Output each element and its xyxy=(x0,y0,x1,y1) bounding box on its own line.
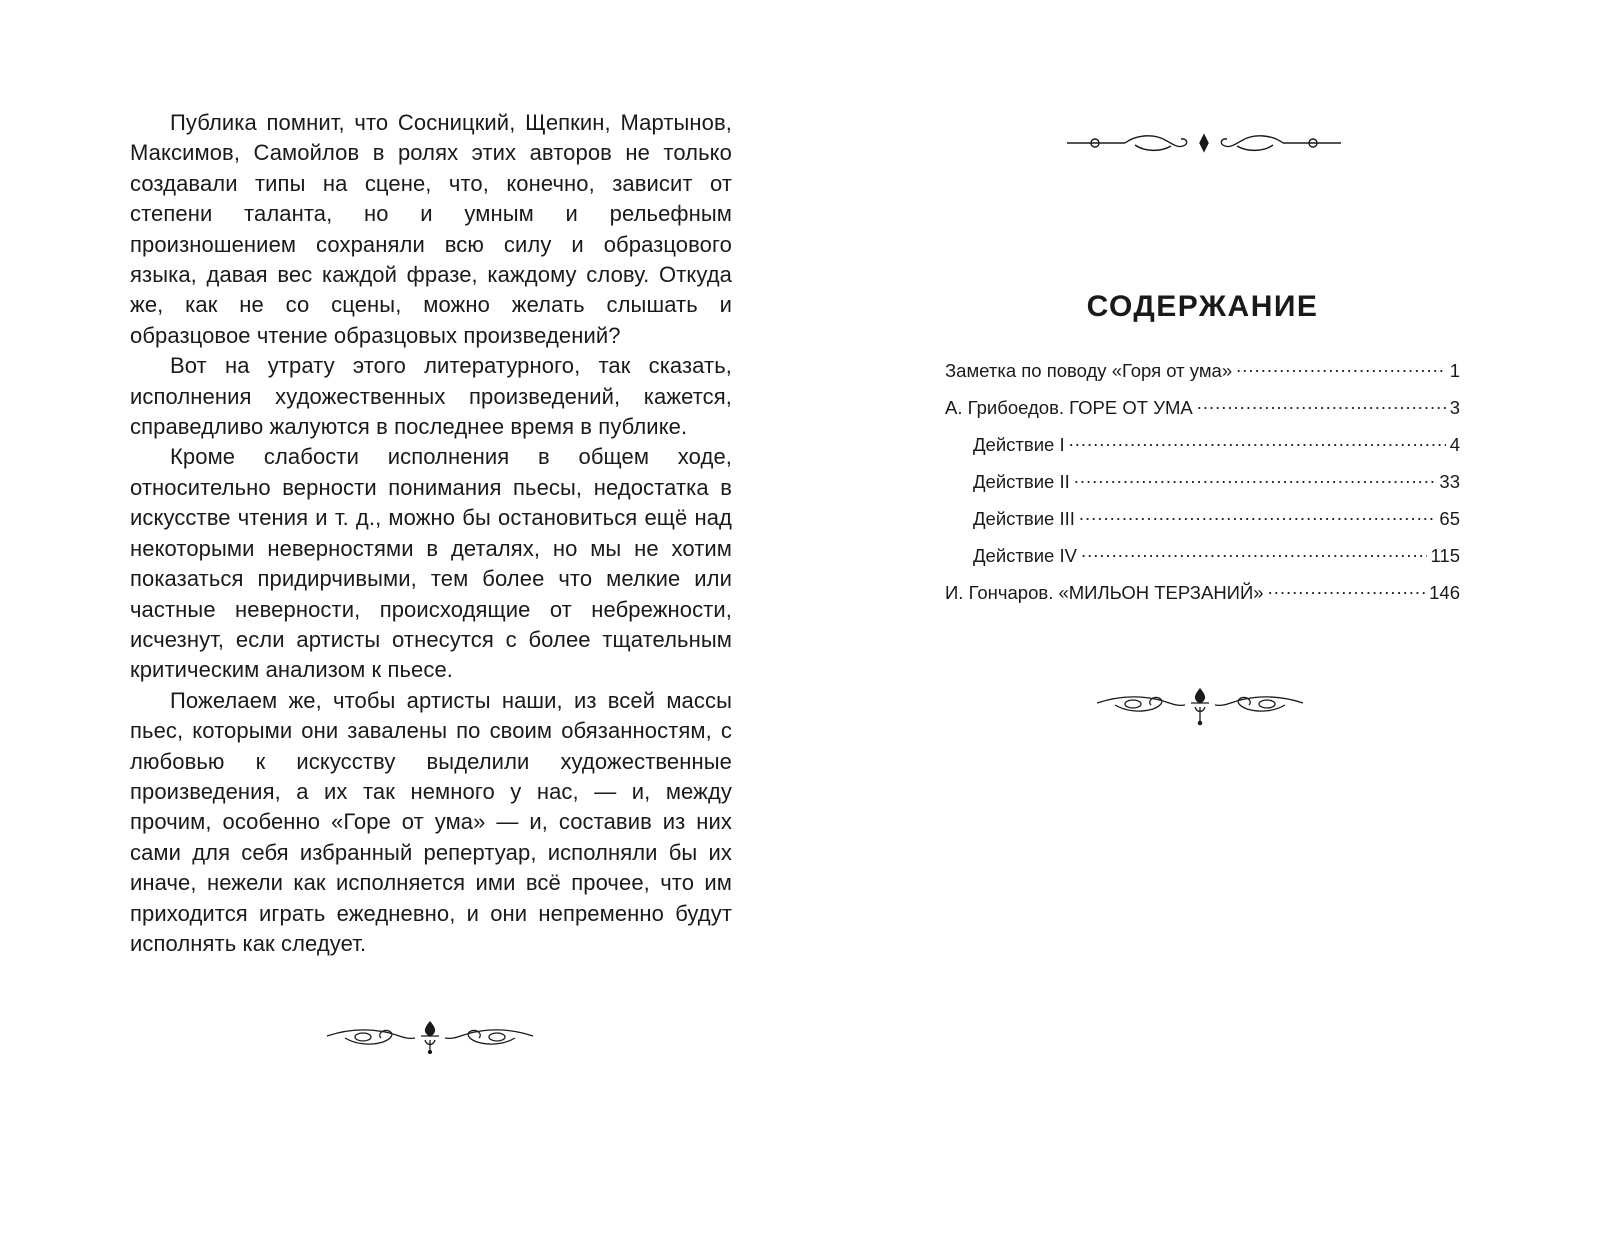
paragraph: Пожелаем же, чтобы артисты наши, из всей массы пьес, которыми они завалены по своим обязанностям, с любовью к искусству выделили художественные произведения, а их так немного у нас, — и, между прочим, особенно «Горе от ума» — и, составив из них сами для себя избранный репертуар, исполняли бы их иначе, нежели как исполняется ими всё прочее, что им приходится играть ежедневно, и они непременно будут исполнять как следует. xyxy=(130,687,732,956)
paragraph: Вот на утрату этого литературного, так сказать, исполнения художественных произведений, кажется, справедливо жалуются в последнее время в публике. xyxy=(130,353,732,440)
toc-entry-label: Заметка по поводу «Горя от ума» xyxy=(945,360,1233,381)
toc-entry-label: И. Гончаров. «МИЛЬОН ТЕРЗАНИЙ» xyxy=(945,582,1264,603)
toc-entry-label: Действие IV xyxy=(973,545,1077,566)
header-ornament-icon xyxy=(1065,130,1343,156)
toc-leader-dots xyxy=(1236,355,1446,377)
toc-entry-page: 3 xyxy=(1449,397,1460,418)
toc-entry-label: Действие III xyxy=(973,508,1075,529)
right-page xyxy=(945,0,1460,1258)
toc-entry-page: 4 xyxy=(1449,434,1460,455)
toc-entry-label: Действие I xyxy=(973,434,1065,455)
paragraph: Кроме слабости исполнения в общем ходе, относительно верности понимания пьесы, недостатка в искусстве чтения и т. д., можно бы остановиться ещё над некоторыми неверностями в деталях, но мы не хотим показаться придирчивыми, тем более что мелкие или частные неверности, происходящие от небрежности, исчезнут, если артисты отнесутся с более тщательным критическим анализом к пьесе. xyxy=(130,444,732,683)
toc-entry[interactable] xyxy=(945,392,1460,418)
toc-entry-label: Действие II xyxy=(973,471,1070,492)
toc-entry[interactable] xyxy=(973,540,1460,566)
toc-leader-dots xyxy=(1079,503,1436,525)
toc-leader-dots xyxy=(1081,540,1427,562)
toc-entry[interactable] xyxy=(973,466,1460,492)
toc-entry-page: 65 xyxy=(1439,508,1460,529)
toc-leader-dots xyxy=(1268,577,1426,599)
toc-entry[interactable] xyxy=(973,503,1460,529)
toc-entry[interactable] xyxy=(945,355,1460,381)
toc-entry-label: А. Грибоедов. ГОРЕ ОТ УМА xyxy=(945,397,1193,418)
end-ornament-icon xyxy=(1095,687,1305,727)
toc-entry-page: 115 xyxy=(1430,545,1460,566)
left-page xyxy=(130,108,732,959)
toc-leader-dots xyxy=(1069,429,1446,451)
toc-entry[interactable] xyxy=(945,577,1460,603)
toc-entry[interactable] xyxy=(973,429,1460,455)
toc-entry-page: 1 xyxy=(1449,360,1460,381)
toc-leader-dots xyxy=(1197,392,1446,414)
toc-leader-dots xyxy=(1074,466,1436,488)
toc-entry-page: 146 xyxy=(1429,582,1460,603)
toc-title: СОДЕРЖАНИЕ xyxy=(1086,290,1319,323)
toc-entry-page: 33 xyxy=(1439,471,1460,492)
paragraph: Публика помнит, что Сосницкий, Щепкин, Мартынов, Максимов, Самойлов в ролях этих авторов не только создавали типы на сцене, что, конечно, зависит от степени таланта, но и умным и рельефным произношением сохраняли всю силу и образцового языка, давая вес каждой фразе, каждому слову. Откуда же, как не со сцены, можно желать слышать и образцовое чтение образцовых произведений? xyxy=(130,110,732,348)
end-ornament-icon xyxy=(325,1020,535,1054)
